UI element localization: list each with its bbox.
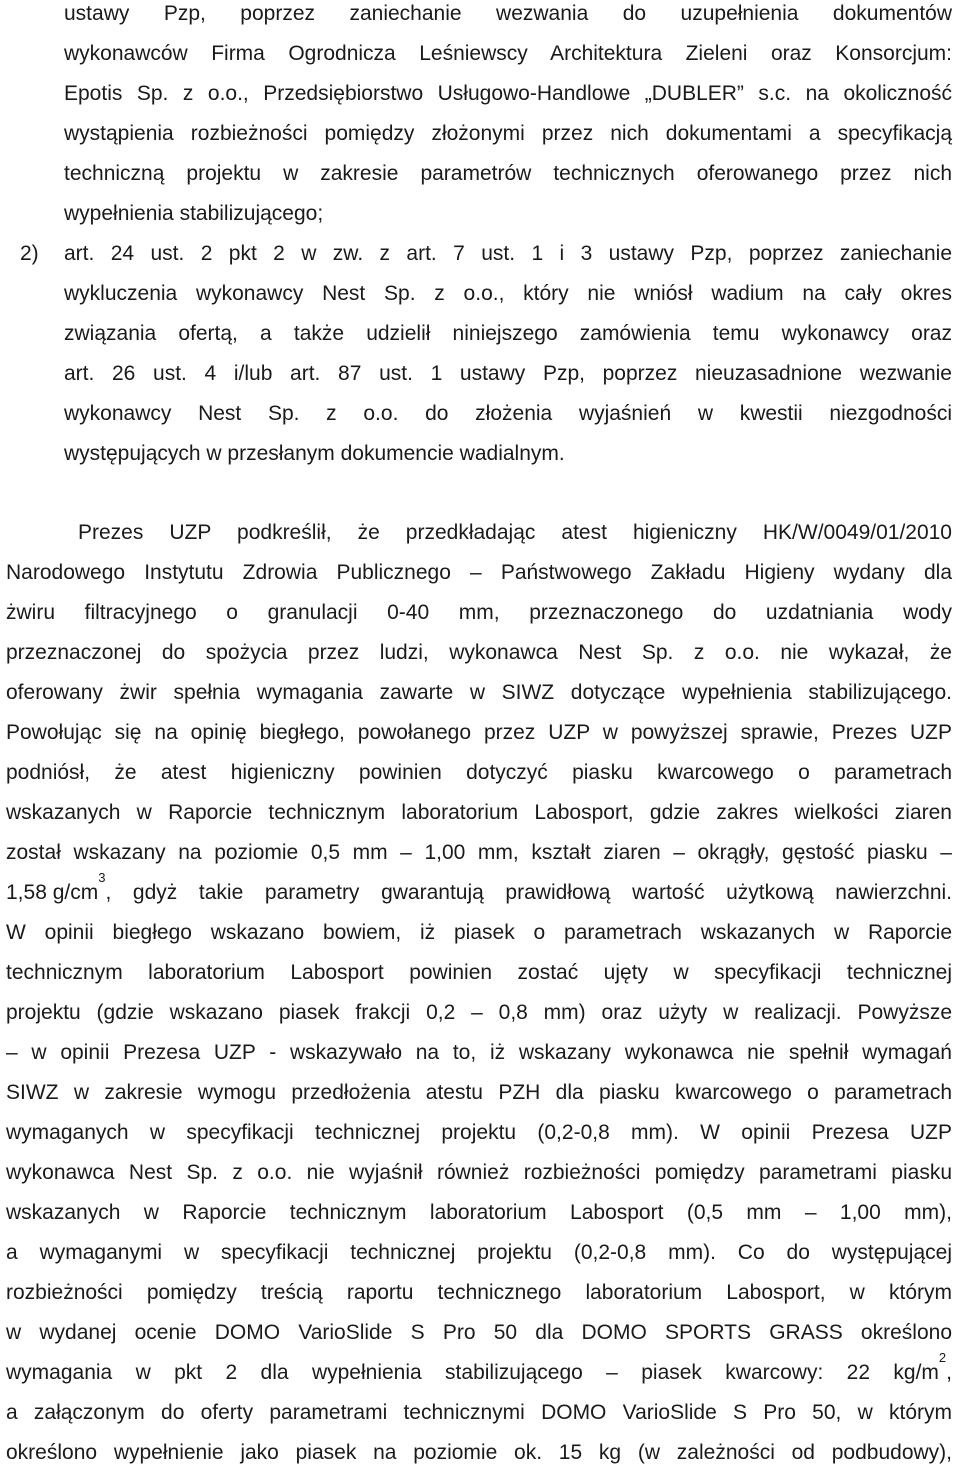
text-line: art. 26 ust. 4 i/lub art. 87 ust. 1 ustawy Pzp, poprzez nieuzasadnione wezwanie: [64, 362, 952, 385]
text-line: określono wypełnienie jako piasek na poziomie ok. 15 kg (w zależności od podbudowy),: [6, 1441, 952, 1464]
text-line: wskazanych w Raporcie technicznym laboratorium Labosport (0,5 mm – 1,00 mm),: [6, 1201, 952, 1224]
text-line: a załączonym do oferty parametrami technicznymi DOMO VarioSlide S Pro 50, w którym: [6, 1401, 952, 1424]
text-span: , gdyż takie parametry gwarantują prawidłową wartość użytkową nawierzchni.: [105, 881, 952, 904]
text-line: W opinii biegłego wskazano bowiem, iż piasek o parametrach wskazanych w Raporcie: [6, 921, 952, 944]
text-line: a wymaganymi w specyfikacji technicznej projektu (0,2-0,8 mm). Co do występującej: [6, 1241, 952, 1264]
text-line: wykonawca Nest Sp. z o.o. nie wyjaśnił również rozbieżności pomiędzy parametrami piasku: [6, 1161, 952, 1184]
text-line: oferowany żwir spełnia wymagania zawarte w SIWZ dotyczące wypełnienia stabilizującego.: [6, 681, 952, 704]
text-line: przeznaczonej do spożycia przez ludzi, wykonawca Nest Sp. z o.o. nie wykazał, że: [6, 641, 952, 664]
text-line-density: [6, 870, 952, 905]
text-line: Powołując się na opinię biegłego, powołanego przez UZP w powyższej sprawie, Prezes UZP: [6, 721, 952, 744]
text-line: występujących w przesłanym dokumencie wadialnym.: [64, 442, 565, 465]
text-line: wystąpienia rozbieżności pomiędzy złożonymi przez nich dokumentami a specyfikacją: [64, 122, 952, 145]
text-line: Narodowego Instytutu Zdrowia Publicznego – Państwowego Zakładu Higieny wydany dla: [6, 561, 952, 584]
text-line: wykonawcy Nest Sp. z o.o. do złożenia wyjaśnień w kwestii niezgodności: [64, 402, 952, 425]
text-line: – w opinii Prezesa UZP - wskazywało na to, iż wskazany wykonawca nie spełnił wymagań: [6, 1041, 952, 1064]
text-line-kg-m2: [6, 1350, 952, 1385]
text-line: SIWZ w zakresie wymogu przedłożenia atestu PZH dla piasku kwarcowego o parametrach: [6, 1081, 952, 1104]
text-line: w wydanej ocenie DOMO VarioSlide S Pro 50 dla DOMO SPORTS GRASS określono: [6, 1321, 952, 1344]
text-line: żwiru filtracyjnego o granulacji 0-40 mm, przeznaczonego do uzdatniania wody: [6, 601, 952, 624]
text-line: ustawy Pzp, poprzez zaniechanie wezwania do uzupełnienia dokumentów: [64, 2, 952, 25]
text-line: został wskazany na poziomie 0,5 mm – 1,00 mm, kształt ziaren – okrągły, gęstość piasku –: [6, 841, 952, 864]
density-value: 1,58 g/cm: [6, 881, 99, 904]
text-line: rozbieżności pomiędzy treścią raportu technicznego laboratorium Labosport, w którym: [6, 1281, 952, 1304]
text-line: Epotis Sp. z o.o., Przedsiębiorstwo Usługowo-Handlowe „DUBLER” s.c. na okoliczność: [64, 82, 952, 105]
text-line: wykluczenia wykonawcy Nest Sp. z o.o., który nie wniósł wadium na cały okres: [64, 282, 952, 305]
text-line: art. 24 ust. 2 pkt 2 w zw. z art. 7 ust. 1 i 3 ustawy Pzp, poprzez zaniechanie: [64, 242, 952, 265]
text-span: ,: [946, 1361, 952, 1384]
text-line: Prezes UZP podkreślił, że przedkładając atest higieniczny HK/W/0049/01/2010: [78, 521, 952, 544]
text-line: technicznym laboratorium Labosport powinien zostać ujęty w specyfikacji technicznej: [6, 961, 952, 984]
text-line: wykonawców Firma Ogrodnicza Leśniewscy Architektura Zieleni oraz Konsorcjum:: [64, 42, 952, 65]
text-line: wypełnienia stabilizującego;: [64, 202, 324, 225]
text-line: projektu (gdzie wskazano piasek frakcji 0,2 – 0,8 mm) oraz użyty w realizacji. Powyższe: [6, 1001, 952, 1024]
text-line: techniczną projektu w zakresie parametrów technicznych oferowanego przez nich: [64, 162, 952, 185]
text-line: podniósł, że atest higieniczny powinien dotyczyć piasku kwarcowego o parametrach: [6, 761, 952, 784]
list-number: 2): [20, 242, 39, 265]
superscript-exponent: 2: [938, 1350, 947, 1365]
text-line: związania ofertą, a także udzielił niniejszego zamówienia temu wykonawcy oraz: [64, 322, 952, 345]
text-span: wymagania w pkt 2 dla wypełnienia stabilizującego – piasek kwarcowy: 22 kg/m: [6, 1361, 939, 1384]
text-line: wskazanych w Raporcie technicznym laboratorium Labosport, gdzie zakres wielkości ziaren: [6, 801, 952, 824]
text-line: wymaganych w specyfikacji technicznej projektu (0,2-0,8 mm). W opinii Prezesa UZP: [6, 1121, 952, 1144]
superscript-exponent: 3: [98, 870, 106, 885]
